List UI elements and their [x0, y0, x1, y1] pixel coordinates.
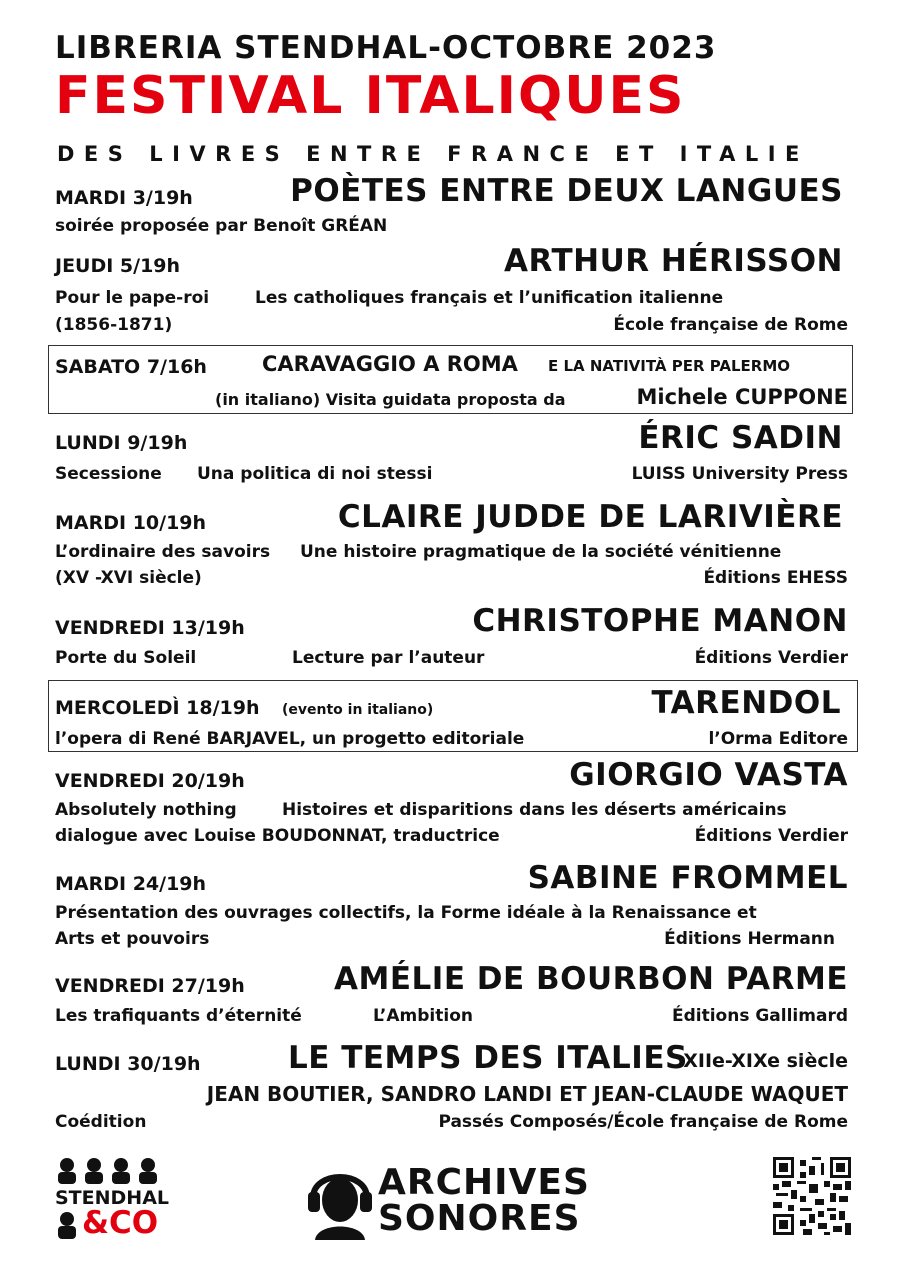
event-line: (1856-1871): [55, 315, 173, 335]
event-publisher: l’Orma Editore: [708, 729, 848, 749]
event-line: Secessione: [55, 464, 162, 484]
event-line: Lecture par l’auteur: [292, 648, 485, 668]
event-line: dialogue avec Louise BOUDONNAT, traductrice: [55, 826, 500, 846]
archives-logo-text: ARCHIVES: [378, 1162, 590, 1203]
event-publisher: École française de Rome: [613, 315, 848, 335]
event-title: SABINE FROMMEL: [527, 860, 848, 896]
event-title-small: XIIe-XIXe siècle: [683, 1050, 848, 1072]
event-title: ÉRIC SADIN: [638, 420, 843, 456]
event-line: Coédition: [55, 1112, 147, 1132]
event-title: LE TEMPS DES ITALIES: [288, 1040, 688, 1076]
event-day: MARDI 10/19h: [55, 512, 207, 534]
event-line: Pour le pape-roi: [55, 288, 210, 308]
event-title: POÈTES ENTRE DEUX LANGUES: [290, 173, 843, 209]
event-line: Présentation des ouvrages collectifs, la Forme idéale à la Renaissance et: [55, 903, 757, 923]
event-line: (in italiano) Visita guidata proposta da: [215, 390, 566, 409]
event-title: CLAIRE JUDDE DE LARIVIÈRE: [337, 499, 843, 535]
event-line: L’ordinaire des savoirs: [55, 542, 271, 562]
event-day: VENDREDI 13/19h: [55, 617, 245, 639]
event-line: L’Ambition: [373, 1006, 473, 1026]
event-publisher: Éditions Verdier: [694, 826, 848, 846]
qr-code-icon[interactable]: [773, 1157, 851, 1235]
event-title-small: E LA NATIVITÀ PER PALERMO: [548, 357, 791, 375]
stendhal-logo-text: STENDHAL: [55, 1187, 170, 1209]
event-day: LUNDI 30/19h: [55, 1053, 201, 1075]
event-line: Arts et pouvoirs: [55, 929, 210, 949]
stendhal-portraits-icon: [55, 1155, 165, 1185]
event-day: SABATO 7/16h: [55, 356, 207, 378]
event-title: ARTHUR HÉRISSON: [504, 243, 843, 279]
event-title: CHRISTOPHE MANON: [472, 603, 848, 639]
event-publisher: Éditions EHESS: [703, 568, 848, 588]
event-publisher: Éditions Gallimard: [671, 1006, 848, 1026]
event-publisher: Éditions Verdier: [694, 648, 848, 668]
event-line: soirée proposée par Benoît GRÉAN: [55, 216, 388, 236]
event-title: CARAVAGGIO A ROMA: [262, 352, 518, 376]
event-title: TARENDOL: [651, 685, 841, 721]
header-line: LIBRERIA STENDHAL-OCTOBRE 2023: [55, 30, 717, 66]
event-publisher: Éditions Hermann: [664, 929, 835, 949]
event-speaker: Michele CUPPONE: [636, 385, 848, 409]
headphones-portrait-icon: [305, 1160, 375, 1240]
event-line: (XV -XVI siècle): [55, 568, 202, 588]
event-title: GIORGIO VASTA: [569, 757, 848, 793]
event-line: Les trafiquants d’éternité: [55, 1006, 302, 1026]
stendhal-logo-co: &CO: [82, 1205, 159, 1241]
event-line: Absolutely nothing: [55, 800, 237, 820]
event-line: l’opera di René BARJAVEL, un progetto editoriale: [55, 729, 525, 749]
event-day: JEUDI 5/19h: [55, 255, 181, 277]
event-publisher: Passés Composés/École française de Rome: [438, 1112, 848, 1132]
event-line: Une histoire pragmatique de la société vénitienne: [300, 542, 782, 562]
event-day: MARDI 24/19h: [55, 873, 207, 895]
event-day: VENDREDI 27/19h: [55, 975, 245, 997]
stendhal-small-portrait-icon: [55, 1210, 80, 1240]
festival-title: FESTIVAL ITALIQUES: [55, 66, 686, 126]
event-day: VENDREDI 20/19h: [55, 770, 245, 792]
sonores-logo-text: SONORES: [378, 1198, 581, 1239]
event-line: Porte du Soleil: [55, 648, 197, 668]
event-line: Una politica di noi stessi: [197, 464, 433, 484]
event-authors: JEAN BOUTIER, SANDRO LANDI ET JEAN-CLAUDE WAQUET: [206, 1082, 848, 1106]
event-publisher: LUISS University Press: [631, 464, 848, 484]
event-day: LUNDI 9/19h: [55, 432, 188, 454]
festival-subtitle: DES LIVRES ENTRE FRANCE ET ITALIE: [57, 142, 809, 166]
event-line: Histoires et disparitions dans les déserts américains: [282, 800, 787, 820]
event-day: MARDI 3/19h: [55, 187, 193, 209]
event-day: MERCOLEDÌ 18/19h: [55, 697, 260, 719]
event-note: (evento in italiano): [282, 702, 434, 718]
event-line: Les catholiques français et l’unification italienne: [255, 288, 724, 308]
event-title: AMÉLIE DE BOURBON PARME: [334, 961, 848, 997]
